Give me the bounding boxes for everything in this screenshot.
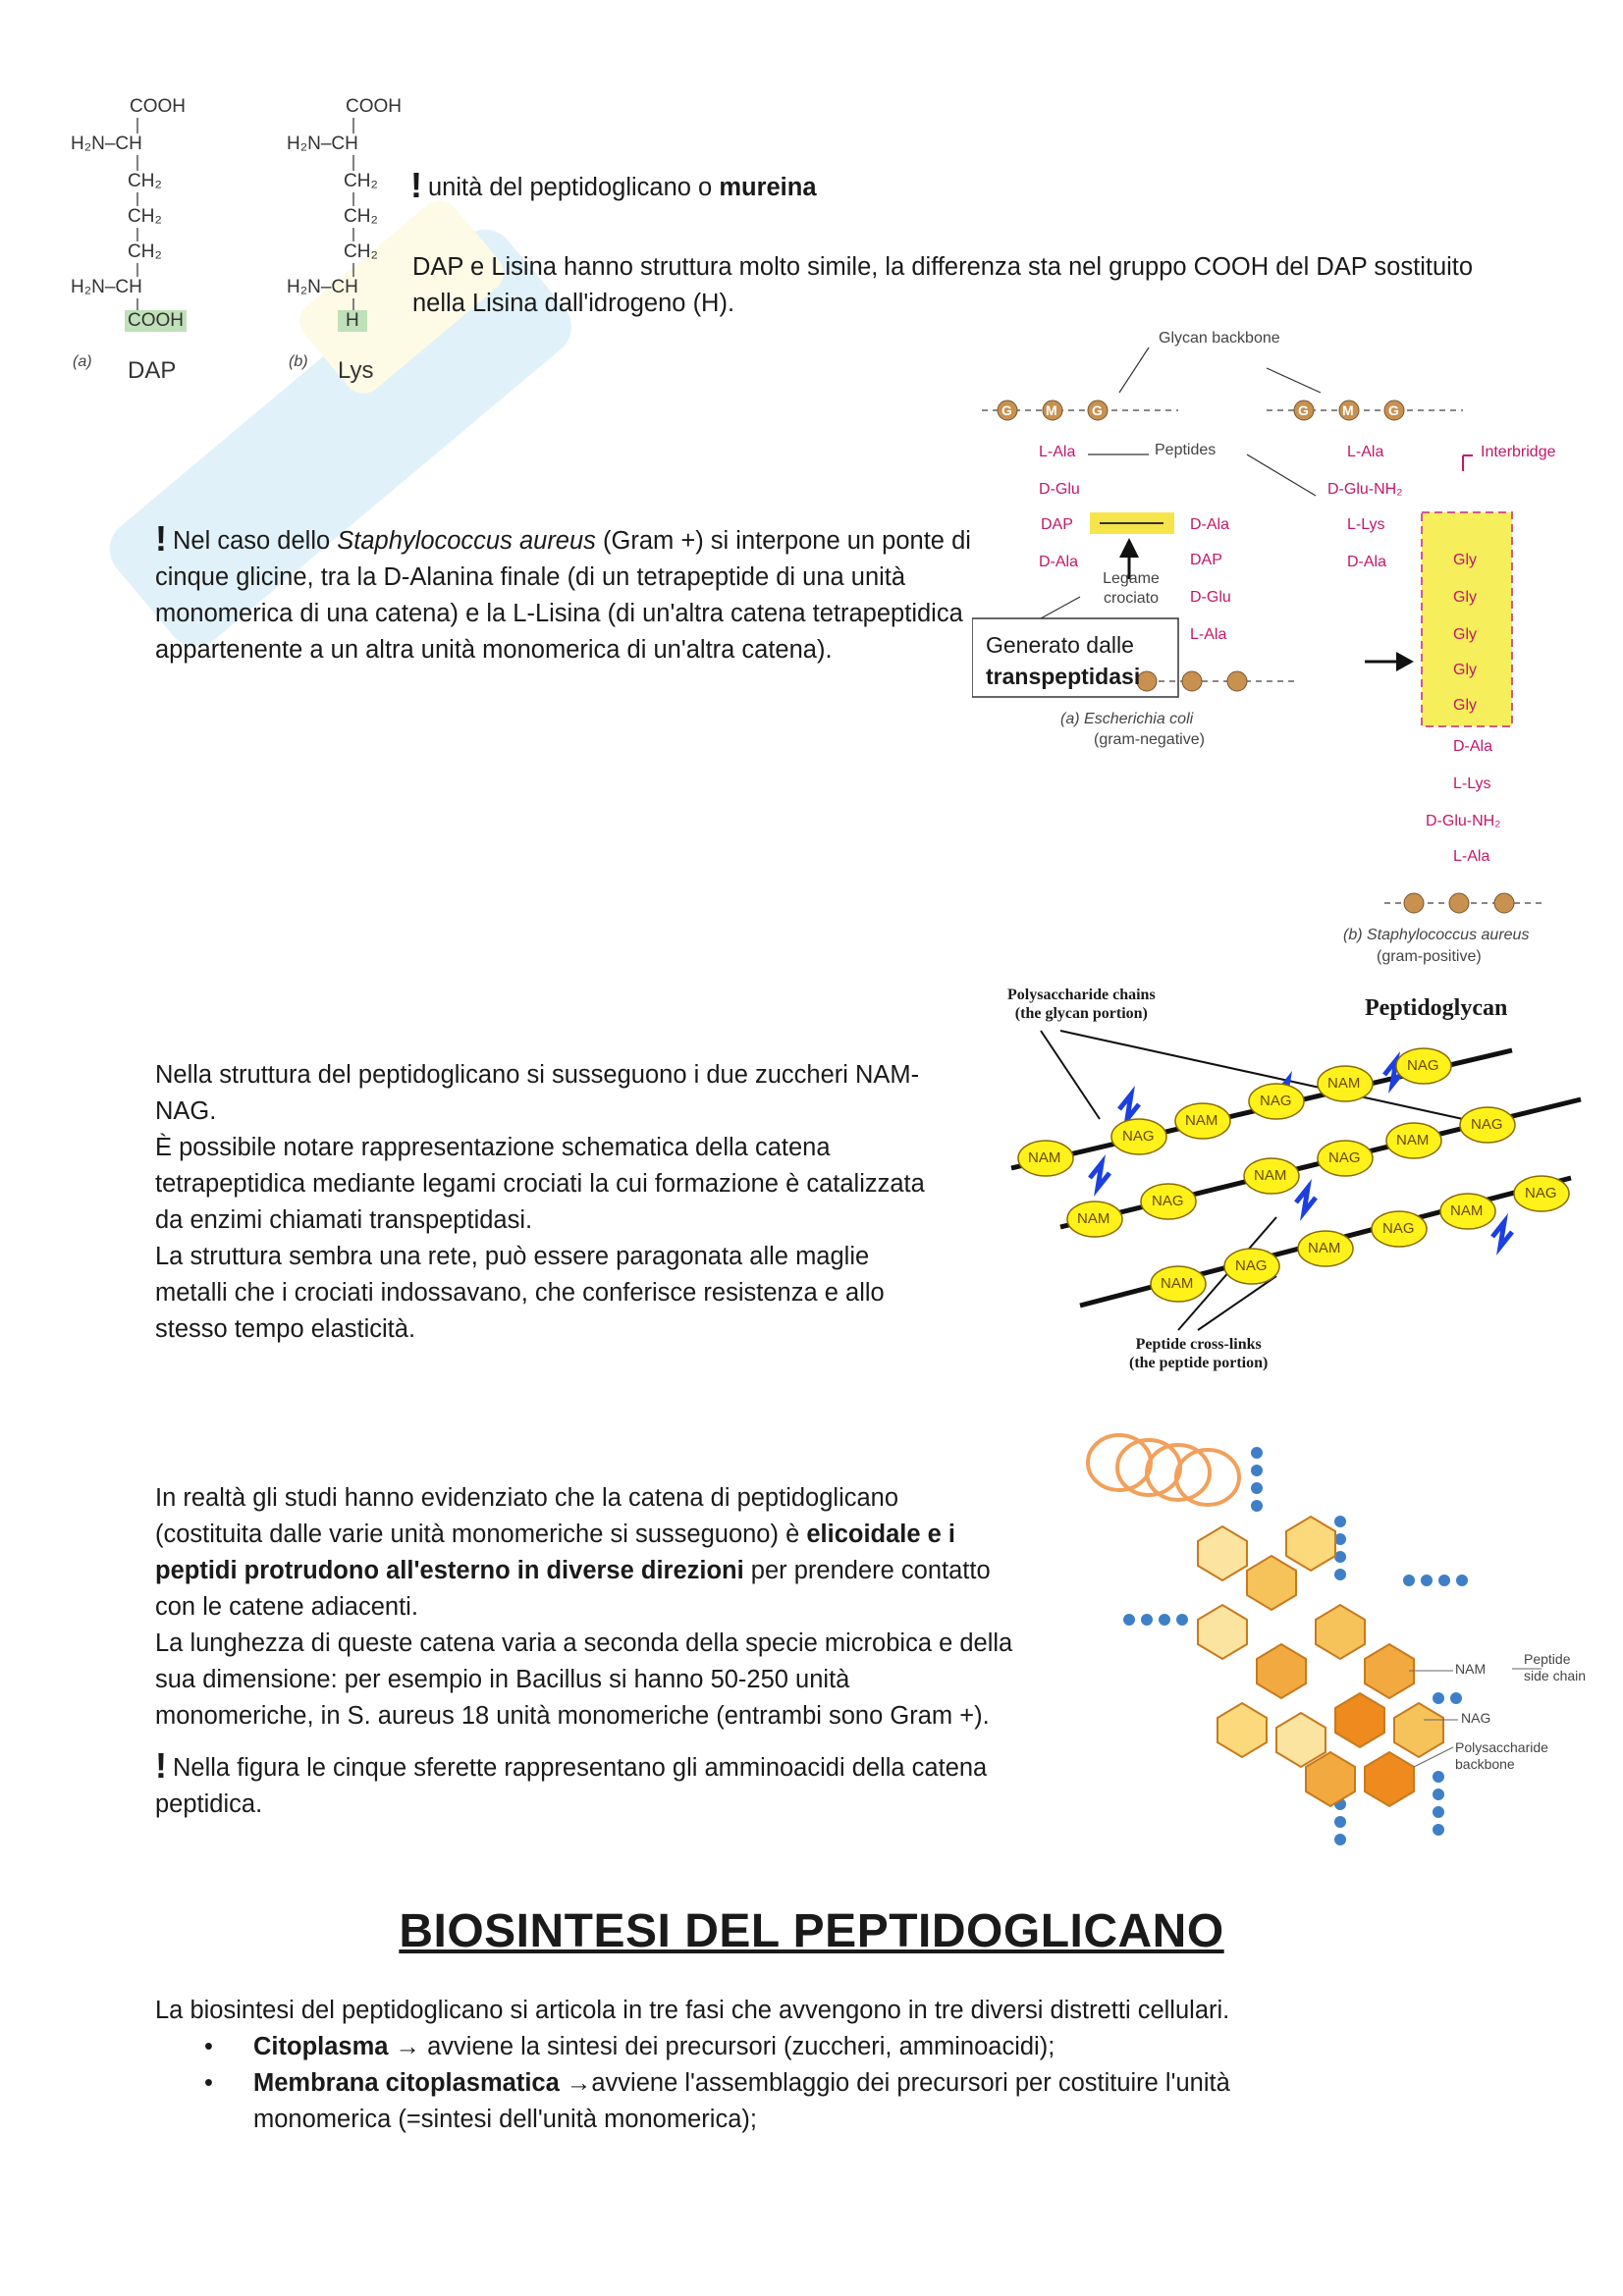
staph-top-aa-2: D-Glu-NH₂ bbox=[1327, 481, 1403, 498]
lys-ch2-2: CH₂ bbox=[344, 206, 378, 227]
list-item: • Citoplasma → avviene la sintesi dei precursori (zuccheri, amminoacidi); bbox=[155, 2029, 1530, 2065]
mesh-nag-7: NAG bbox=[1235, 1257, 1268, 1274]
lys-bonds bbox=[287, 96, 424, 351]
label-glycan-backbone: Glycan backbone bbox=[1159, 330, 1280, 347]
ecoli-left-aa-1: L-Ala bbox=[1039, 444, 1076, 460]
helix-label-nam: NAM bbox=[1455, 1661, 1487, 1677]
figure-crosslink-ecoli-staph bbox=[972, 324, 1600, 982]
sugar-g-2: G bbox=[1092, 402, 1103, 418]
dap-ch2-1: CH₂ bbox=[128, 171, 162, 191]
lys-cooh-top: COOH bbox=[346, 96, 402, 117]
note-sferette: ! Nella figura le cinque sferette rappresentano gli amminoacidi della catena peptidica. bbox=[155, 1745, 988, 1818]
figure-helical-peptidoglycan bbox=[1080, 1423, 1610, 1885]
mesh-nam-9: NAM bbox=[1450, 1202, 1484, 1219]
sugar-g-1: G bbox=[1001, 402, 1012, 418]
caption-ecoli: (a) Escherichia coli (gram-negative) bbox=[1060, 711, 1205, 748]
label-interbridge: Interbridge bbox=[1481, 444, 1556, 460]
staph-top-aa-4: D-Ala bbox=[1347, 554, 1387, 570]
sugar-g-3: G bbox=[1298, 402, 1309, 418]
ecoli-left-aa-4: D-Ala bbox=[1039, 554, 1079, 570]
helix-label-polysaccharide-backbone: Polysaccharide backbone bbox=[1455, 1739, 1548, 1772]
label-peptides: Peptides bbox=[1155, 442, 1217, 458]
mesh-nam-4: NAM bbox=[1077, 1210, 1110, 1227]
mesh-nag-1: NAG bbox=[1122, 1128, 1155, 1145]
dap-h2n-ch-top: H₂N–CH bbox=[71, 133, 142, 154]
exclamation-icon: ! bbox=[410, 165, 422, 205]
mesh-nag-8: NAG bbox=[1382, 1220, 1415, 1237]
mesh-nam-8: NAM bbox=[1308, 1240, 1341, 1256]
mesh-nag-5: NAG bbox=[1328, 1149, 1361, 1166]
lys-ch2-1: CH₂ bbox=[344, 171, 378, 191]
mesh-nag-2: NAG bbox=[1260, 1093, 1292, 1109]
mesh-drawing bbox=[1001, 982, 1591, 1384]
exclamation-icon: ! bbox=[155, 1745, 167, 1786]
dap-tag: (a) bbox=[73, 353, 92, 370]
sugar-m-2: M bbox=[1342, 402, 1354, 418]
list-item: • Membrana citoplasmatica →avviene l'assemblaggio dei precursori per costituire l'unità monomerica (=sintesi dell'unità monomerica); bbox=[155, 2065, 1530, 2138]
paragraph-dap-lisina: DAP e Lisina hanno struttura molto simile, la differenza sta nel gruppo COOH del DAP sostituito nella Lisina dall'idrogeno (H). bbox=[412, 253, 1474, 317]
mesh-nam-6: NAM bbox=[1396, 1132, 1430, 1148]
lys-h-highlight: H bbox=[338, 310, 367, 332]
caption-staph: (b) Staphylococcus aureus (gram-positive) bbox=[1343, 927, 1530, 965]
mesh-nam-5: NAM bbox=[1254, 1167, 1287, 1184]
ecoli-mid-aa-1: D-Ala bbox=[1190, 516, 1230, 533]
mesh-nam-7: NAM bbox=[1161, 1275, 1194, 1292]
mesh-nag-6: NAG bbox=[1471, 1116, 1503, 1133]
note-mureina: ! unità del peptidoglicano o mureina bbox=[410, 165, 817, 205]
staph-bottom-aa-1: D-Ala bbox=[1453, 738, 1493, 755]
section-title: BIOSINTESI DEL PEPTIDOGLICANO bbox=[399, 1905, 1224, 1957]
label-peptidoglycan: Peptidoglycan bbox=[1365, 995, 1508, 1021]
paragraph-nam-nag: Nella struttura del peptidoglicano si susseguono i due zuccheri NAM- NAG. È possibile notare rappresentazione schematica della catena tetrapeptidica mediante legami crociati la cui formazione è catalizzata da enzimi chiamati transpeptidasi. La struttura sembra una rete, può essere paragonata alle maglie metalli che i crociati indossavano, che conferisce resistenza e allo stesso tempo elasticità. bbox=[155, 1061, 925, 1343]
ecoli-mid-aa-2: DAP bbox=[1190, 552, 1222, 568]
note-staphylococcus: ! Nel caso dello Staphylococcus aureus (Gram +) si interpone un ponte di cinque glicine, tra la D-Alanina finale (di un tetrapeptide di una unità monomerica di una catena) e la L-Lisina (di un'altra catena tetrapeptidica appartenente a un altra unità monomerica di un'altra catena). bbox=[155, 518, 971, 664]
paragraph-biosintesi-intro: La biosintesi del peptidoglicano si articola in tre fasi che avvengono in tre diversi distretti cellulari. bbox=[155, 1997, 1230, 2024]
exclamation-icon: ! bbox=[155, 518, 167, 559]
mesh-nam-3: NAM bbox=[1327, 1075, 1361, 1092]
lys-structure bbox=[287, 96, 424, 391]
ecoli-mid-aa-4: L-Ala bbox=[1190, 626, 1227, 643]
dap-structure bbox=[71, 96, 208, 391]
staph-top-aa-1: L-Ala bbox=[1347, 444, 1384, 460]
dap-cooh-top: COOH bbox=[130, 96, 186, 117]
staph-bottom-aa-4: L-Ala bbox=[1453, 848, 1490, 865]
lys-h2n-ch-bottom: H₂N–CH bbox=[287, 277, 358, 297]
paragraph-elicoidale: In realtà gli studi hanno evidenziato che la catena di peptidoglicano (costituita dalle varie unità monomeriche si susseguono) è elicoidale e i peptidi protrudono all'esterno in diverse direzioni per prendere contatto con le catene adiacenti. La lunghezza di queste catena varia a seconda della specie microbica e della sua dimensione: per esempio in Bacillus si hanno 50-250 unità monomeriche, in S. aureus 18 unità monomeriche (entrambi sono Gram +). bbox=[155, 1484, 1013, 1730]
gly-1: Gly bbox=[1453, 552, 1477, 568]
label-generato-dalle: Generato dalle bbox=[986, 632, 1134, 658]
figure-peptidoglycan-mesh bbox=[1001, 982, 1591, 1384]
lys-tag: (b) bbox=[289, 353, 308, 370]
ecoli-left-aa-3: DAP bbox=[1041, 516, 1073, 533]
staph-bottom-aa-3: D-Glu-NH₂ bbox=[1426, 813, 1501, 829]
mesh-nag-4: NAG bbox=[1152, 1193, 1184, 1209]
dap-ch2-3: CH₂ bbox=[128, 241, 162, 262]
ecoli-mid-aa-3: D-Glu bbox=[1190, 589, 1231, 606]
dap-ch2-2: CH₂ bbox=[128, 206, 162, 227]
helix-label-nag: NAG bbox=[1461, 1710, 1491, 1726]
lys-label: Lys bbox=[338, 357, 374, 384]
gly-5: Gly bbox=[1453, 697, 1477, 714]
mesh-nam-1: NAM bbox=[1028, 1149, 1061, 1166]
label-transpeptidasi: transpeptidasi bbox=[986, 664, 1141, 689]
dap-label: DAP bbox=[128, 357, 177, 384]
sugar-m-1: M bbox=[1046, 402, 1057, 418]
sugar-g-4: G bbox=[1388, 402, 1399, 418]
label-peptide-cross-links: Peptide cross-links (the peptide portion) bbox=[1129, 1336, 1269, 1371]
gly-3: Gly bbox=[1453, 626, 1477, 643]
gly-2: Gly bbox=[1453, 589, 1477, 606]
dap-cooh-highlight: COOH bbox=[125, 310, 187, 332]
mesh-nag-3: NAG bbox=[1407, 1057, 1439, 1074]
lys-h2n-ch-top: H₂N–CH bbox=[287, 133, 358, 154]
ecoli-left-aa-2: D-Glu bbox=[1039, 481, 1080, 498]
gly-4: Gly bbox=[1453, 662, 1477, 678]
dap-bonds bbox=[71, 96, 208, 351]
label-legame-crociato: Legame crociato bbox=[1103, 570, 1160, 607]
mesh-nam-2: NAM bbox=[1185, 1112, 1218, 1129]
phases-list bbox=[155, 2029, 1530, 2138]
staph-bottom-aa-2: L-Lys bbox=[1453, 775, 1491, 792]
lys-ch2-3: CH₂ bbox=[344, 241, 378, 262]
mesh-nag-9: NAG bbox=[1525, 1185, 1557, 1201]
dap-h2n-ch-bottom: H₂N–CH bbox=[71, 277, 142, 297]
staph-top-aa-3: L-Lys bbox=[1347, 516, 1385, 533]
helix-label-peptide-side-chain: Peptide side chain bbox=[1524, 1651, 1587, 1683]
label-polysaccharide-chains: Polysaccharide chains (the glycan portion) bbox=[1007, 987, 1156, 1022]
